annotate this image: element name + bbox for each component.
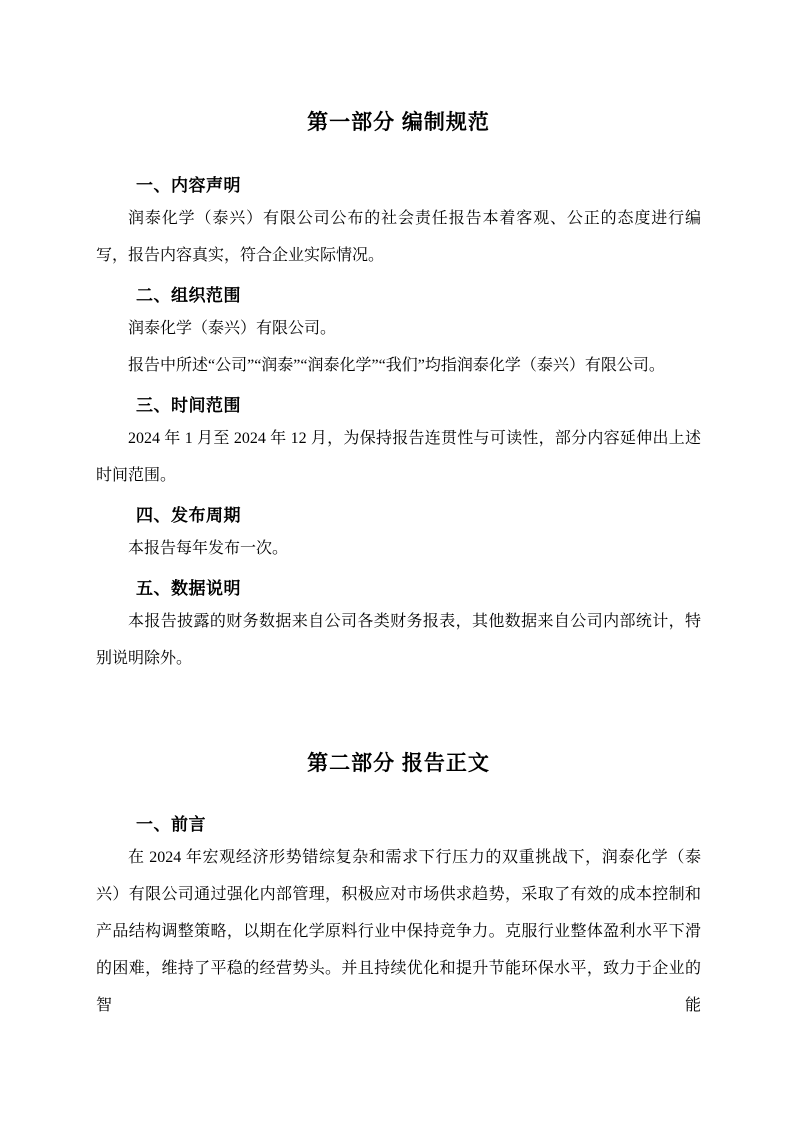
section-foreword — [96, 813, 701, 1024]
part2-title: 第二部分 报告正文 — [307, 752, 490, 775]
paragraph: 2024 年 1 月至 2024 年 12 月，为保持报告连贯性与可读性，部分内容延伸出上述时间范围。 — [96, 430, 701, 484]
paragraph: 报告中所述“公司”“润泰”“润泰化学”“我们”均指润泰化学（泰兴）有限公司。 — [128, 357, 665, 374]
section-heading-release-cycle: 四、发布周期 — [136, 506, 241, 525]
section-release-cycle — [96, 504, 701, 567]
paragraph: 在 2024 年宏观经济形势错综复杂和需求下行压力的双重挑战下，润泰化学（泰兴）有限公司通过强化内部管理，积极应对市场供求趋势，采取了有效的成本控制和产品结构调整策略，以期在化学原料行业中保持竞争力。克服行业整体盈利水平下滑的困难，维持了平稳的经营势头。并且持续优化和提升节能环保水平，致力于企业的智能 — [96, 849, 701, 1014]
paragraph: 本报告每年发布一次。 — [128, 540, 289, 557]
section-heading-time-scope: 三、时间范围 — [136, 396, 241, 415]
part1-title: 第一部分 编制规范 — [307, 111, 490, 134]
section-data-description — [96, 577, 701, 677]
section-organization-scope — [96, 284, 701, 384]
paragraph: 润泰化学（泰兴）有限公司公布的社会责任报告本着客观、公正的态度进行编写，报告内容真实，符合企业实际情况。 — [96, 210, 701, 264]
section-heading-foreword: 一、前言 — [136, 815, 206, 834]
section-content-statement — [96, 174, 701, 274]
section-heading-content-statement: 一、内容声明 — [136, 176, 241, 195]
section-heading-data-description: 五、数据说明 — [136, 579, 241, 598]
paragraph: 润泰化学（泰兴）有限公司。 — [128, 320, 337, 337]
section-heading-organization-scope: 二、组织范围 — [136, 286, 241, 305]
section-time-scope — [96, 394, 701, 494]
paragraph: 本报告披露的财务数据来自公司各类财务报表，其他数据来自公司内部统计，特别说明除外。 — [96, 613, 701, 667]
